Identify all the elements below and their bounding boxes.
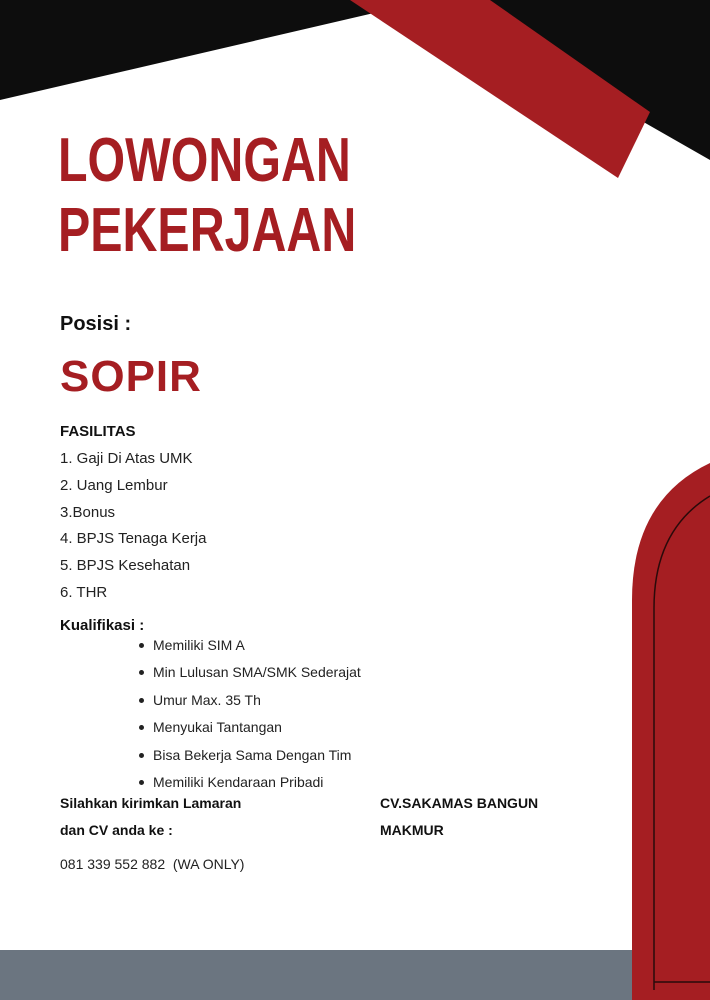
contact-phone: 081 339 552 882 (WA ONLY) [60,856,245,872]
qualifications-list [137,636,361,800]
qualifications-title: Kualifikasi : [60,617,145,634]
footer-gray-bar [0,950,710,1000]
facility-item: 4. BPJS Tenaga Kerja [60,530,207,548]
red-arch-shape [632,463,710,1000]
facility-item: 5. BPJS Kesehatan [60,557,191,575]
heading-line-1: LOWONGAN [58,126,351,195]
qualification-text: Bisa Bekerja Sama Dengan Tim [153,746,352,763]
bullet-icon [139,725,144,730]
qualification-item [137,718,361,745]
qualification-item [137,691,361,718]
qualification-item [137,746,361,773]
facility-item: 6. THR [60,583,108,601]
position-value: SOPIR [60,352,202,401]
company-line-1: CV.SAKAMAS BANGUN [380,795,539,811]
facilities-list [60,449,206,610]
facility-item: 2. Uang Lembur [60,476,168,494]
company-line-2: MAKMUR [380,822,444,838]
facility-item: 1. Gaji Di Atas UMK [60,450,193,467]
qualification-text: Min Lulusan SMA/SMK Sederajat [153,664,361,681]
bullet-icon [139,780,144,785]
apply-line-1: Silahkan kirimkan Lamaran [60,795,242,811]
heading-line-2: PEKERJAAN [58,196,357,265]
qualification-item [137,636,361,663]
bullet-icon [139,670,144,675]
qualification-item [137,663,361,690]
facility-item: 3.Bonus [60,503,116,521]
position-label: Posisi : [60,313,132,335]
qualification-text: Menyukai Tantangan [153,719,282,736]
apply-line-2: dan CV anda ke : [60,822,173,838]
qualification-text: Memiliki Kendaraan Pribadi [153,773,324,790]
apply-instructions [60,790,241,844]
facilities-title: FASILITAS [60,423,136,440]
bullet-icon [139,753,144,758]
company-name [380,790,538,844]
job-vacancy-heading [58,126,356,266]
bullet-icon [139,698,144,703]
qualification-text: Umur Max. 35 Th [153,691,261,708]
bullet-icon [139,643,144,648]
qualification-text: Memiliki SIM A [153,637,245,653]
